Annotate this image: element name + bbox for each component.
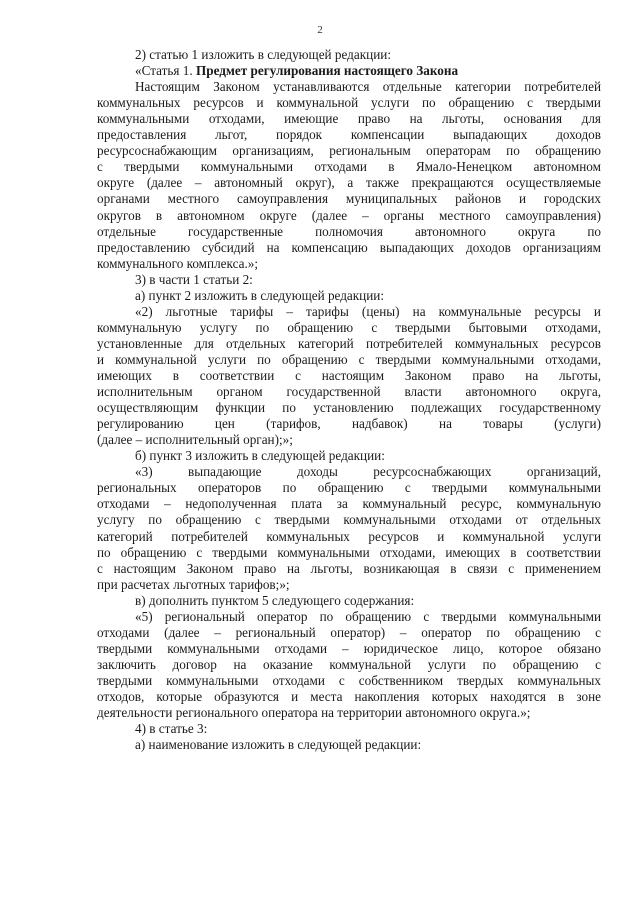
text-line <box>97 191 601 207</box>
text-line <box>97 352 601 368</box>
text-line-content: органами местного самоуправления муниципальных районов и городских <box>97 191 601 207</box>
text-line-content: «2) льготные тарифы – тарифы (цены) на коммунальные ресурсы и <box>135 303 601 319</box>
text-line <box>97 368 601 384</box>
text-line-content: (далее – исполнительный орган);»; <box>97 432 293 448</box>
text-line <box>135 464 601 480</box>
text-line <box>97 240 601 256</box>
text-line-content: имеющих в соответствии с настоящим Законом право на льготы, <box>97 368 601 383</box>
text-line <box>97 159 601 175</box>
text-line <box>97 529 601 545</box>
text-line-content: коммунальную услугу по обращению с твердыми бытовыми отходами, <box>97 319 601 335</box>
text-line-content: отходами – недополученная плата за коммунальный ресурс, коммунальную <box>97 496 601 512</box>
text-line-content: предоставления льгот, порядок компенсации выпадающих доходов <box>97 127 601 143</box>
text-line <box>97 384 601 400</box>
text-line <box>135 63 601 79</box>
text-line-content: «5) региональный оператор по обращению с твердыми коммунальными <box>135 608 601 624</box>
text-line <box>97 432 601 448</box>
text-line-content: 4) в статье 3: <box>135 721 208 737</box>
text-line <box>97 673 601 689</box>
text-line-content: по обращению с твердыми коммунальными отходами, имеющих в соответствии <box>97 544 601 560</box>
text-line-content: установленные для отдельных категорий потребителей коммунальных ресурсов <box>97 335 601 351</box>
text-line <box>97 689 601 705</box>
text-line-content: 3) в части 1 статьи 2: <box>135 271 253 287</box>
text-line-content: и коммунальной услуги по обращению с твердыми коммунальными отходами, <box>97 351 601 367</box>
text-line <box>135 288 601 304</box>
text-line <box>97 512 601 528</box>
text-line-content: категорий потребителей коммунальных ресурсов и коммунальной услуги <box>97 528 601 544</box>
text-line <box>135 79 601 95</box>
text-line-content: Настоящим Законом устанавливаются отдельные категории потребителей <box>135 79 601 95</box>
text-line <box>135 609 601 625</box>
text-line <box>97 256 601 272</box>
text-line <box>97 208 601 224</box>
text-line <box>97 657 601 673</box>
text-line <box>97 175 601 191</box>
text-line-content: «Статья 1. <box>135 63 196 79</box>
page-number: 2 <box>317 24 323 36</box>
text-line-content: предоставлению субсидий на компенсацию выпадающих доходов организациям <box>97 239 601 255</box>
text-line <box>97 224 601 240</box>
text-line <box>135 593 601 609</box>
text-line <box>97 496 601 512</box>
text-line-content: коммунального комплекса.»; <box>97 255 259 271</box>
text-line <box>97 320 601 336</box>
text-line-content: исполнительным органом государственной власти автономного округа, <box>97 384 601 400</box>
text-line-content: а) пункт 2 изложить в следующей редакции: <box>135 287 385 303</box>
text-line-content: с твердыми коммунальными отходами в Ямало-Ненецком автономном <box>97 159 601 175</box>
text-line-content: в) дополнить пунктом 5 следующего содержания: <box>135 592 415 608</box>
text-line <box>97 95 601 111</box>
text-line <box>135 272 601 288</box>
text-line <box>97 641 601 657</box>
text-line-content: округе (далее – автономный округ), а также прекращаются осуществляемые <box>97 175 601 191</box>
text-line <box>135 448 601 464</box>
text-line-content: коммунальными отходами, имеющие право на льготы, основания для <box>97 111 601 127</box>
text-line-content: твердыми коммунальными отходами с собственником твердых коммунальных <box>97 672 601 688</box>
text-line-content: с настоящим Законом право на льготы, возникающая в связи с применением <box>97 560 601 576</box>
text-line <box>97 143 601 159</box>
text-line-content: коммунальных ресурсов и коммунальной услуги по обращению с твердыми <box>97 95 601 111</box>
text-line-content: услугу по обращению с твердыми коммунальными отходами от отдельных <box>97 512 601 528</box>
text-line-content: регулированию цен (тарифов, надбавок) на товары (услуги) <box>97 416 601 432</box>
text-line-content: отдельные государственные полномочия автономного округа по <box>97 223 601 239</box>
text-line <box>97 545 601 561</box>
text-line-content: «3) выпадающие доходы ресурсоснабжающих организаций, <box>135 464 601 480</box>
text-line <box>135 47 601 63</box>
text-line-content: отходами (далее – региональный оператор) – оператор по обращению с <box>97 624 601 640</box>
article-heading: Предмет регулирования настоящего Закона <box>195 63 459 79</box>
text-line-content: региональных операторов по обращению с твердыми коммунальными <box>97 480 601 496</box>
text-line <box>97 480 601 496</box>
text-line-content: деятельности регионального оператора на территории автономного округа.»; <box>97 705 531 721</box>
text-line-content: ресурсоснабжающим организациям, региональным операторам по обращению <box>97 143 601 159</box>
text-line-content: б) пункт 3 изложить в следующей редакции: <box>135 448 385 464</box>
text-line-content: при расчетах льготных тарифов;»; <box>97 576 290 592</box>
text-line-content: твердыми коммунальными отходами – юридическое лицо, которое обязано <box>97 640 601 656</box>
text-line-content: 2) статью 1 изложить в следующей редакции: <box>135 47 391 62</box>
text-line <box>97 577 601 593</box>
text-line <box>97 127 601 143</box>
text-line <box>97 625 601 641</box>
text-line <box>97 416 601 432</box>
text-line <box>97 400 601 416</box>
text-line <box>97 561 601 577</box>
text-line <box>97 111 601 127</box>
text-line <box>135 304 601 320</box>
text-line-content: отходов, которые образуются и места накопления которых находятся в зоне <box>97 689 601 704</box>
text-line-content: осуществляющим функции по установлению подлежащих государственному <box>97 400 601 416</box>
text-line-content: округов в автономном округе (далее – органы местного самоуправления) <box>97 207 601 223</box>
text-line-content: заключить договор на оказание коммунальной услуги по обращению с <box>97 656 601 672</box>
text-line <box>97 336 601 352</box>
text-line <box>135 721 601 737</box>
text-line-content: а) наименование изложить в следующей редакции: <box>135 737 422 753</box>
text-line <box>135 737 601 753</box>
text-line <box>97 705 601 721</box>
